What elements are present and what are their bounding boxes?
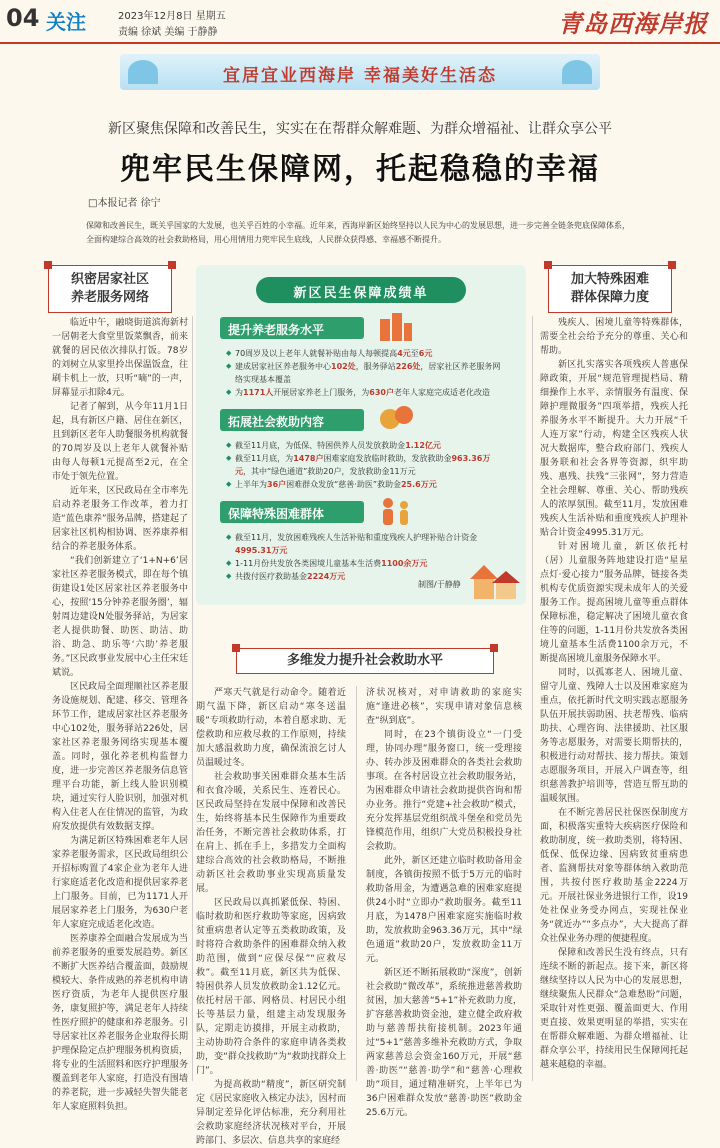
bullet-text: 共拨付医疗救助基金 [235, 572, 307, 581]
column-divider [532, 316, 533, 1081]
middle-column-body-2 [366, 686, 522, 1118]
column-divider [192, 316, 193, 1081]
highlight-figure: 2224万元 [307, 572, 346, 581]
houses-icon [466, 555, 524, 603]
section-label: 保障特殊困难群体 [228, 507, 325, 521]
heading-line: 加大特殊困难 [570, 272, 649, 287]
infographic-bullet [226, 531, 504, 557]
paragraph: 区民政局以真抓紧低保、特困、临时救助和医疗救助等家庭，因病致贫重病患者认定等五类救助政策，及时将符合救助条件的困难群众纳入救助范围，做到“应保尽保”“应救尽救”。截至11月底，新区共为低保、特困供养人员发放救助金1.12亿元。依托村居干部、网格员、村居民小组长等基层力量，组建主动发现服务队，定期走访摸排，开展主动救助，主动协助符合条件的家庭申请各类救助，变“群众找救助”为“救助找群众上门”。 [196, 898, 346, 1076]
infographic-title-bar [256, 277, 466, 303]
section-label: 提升养老服务水平 [228, 323, 325, 337]
infographic-section-header [220, 409, 364, 431]
paragraph: 为满足新区特殊困难老年人居家养老服务需求，区民政局组织公开招标购置了4家企业为老年人进行家庭适老化改造和提供居家养老上门服务。目前，已为1171人开展居家养老上门服务，为630户老年人家庭完成适老化改造。 [52, 836, 188, 930]
article-lead: 保障和改善民生，既关乎国家的大发展，也关乎百姓的小幸福。近年来，西海岸新区始终坚持以人民为中心的发展思想，进一步完善全链条兜底保障体系，全面构建综合高效的社会救助格局，用心用情用力兜牢民生底线，人民群众获得感、幸福感不断提升。 [86, 221, 630, 244]
section-bullets [226, 347, 504, 399]
elderly-care-icon [376, 309, 416, 343]
family-icon [376, 493, 416, 527]
bullet-text: 截至11月底，为 [235, 454, 294, 463]
middle-column-body-1 [196, 686, 346, 1146]
bullet-text: ，服务驿站 [355, 362, 396, 371]
bullet-text: 至 [410, 349, 419, 358]
section-label: 拓展社会救助内容 [228, 415, 325, 429]
infographic-bullet [226, 557, 504, 570]
section-bullets [226, 439, 504, 491]
highlight-figure: 6元 [418, 349, 433, 358]
highlight-figure: 102处 [331, 362, 356, 371]
banner-slogan: 宜居宜业西海岸 幸福美好生活态 [223, 66, 497, 86]
graphic-credit: 制图/于静静 [418, 580, 461, 589]
article-subtitle: 新区聚焦保障和改善民生，实实在在帮群众解难题、为群众增福祉、让群众享公平 [108, 121, 612, 137]
coins-icon [376, 401, 416, 435]
paragraph: 社会救助事关困难群众基本生活和衣食冷暖，关系民生、连着民心。区民政局坚持在发展中保障和改善民生，始终将基本民生保障作为重要政治任务，不断完善社会救助体系，打在肩上、抓在手上，多措发力全面构建综合高效的社会救助格局，不断推动新区社会救助事业实现高质量发展。 [196, 772, 346, 894]
highlight-figure: 1478户 [293, 454, 324, 463]
paragraph: 新区扎实落实各项残疾人普惠保障政策，开展“规范管理提档局、精细操作上水平、亲情服务有温度、保障护理微服务”四项举措，残疾人托养服务水平不断提升。大力开展“千人连万家”行动，构建全区残疾人状况大数据库，整合政府部门、残疾人服务联和社会各界等资源，织牢助残、惠残、扶残“三张网”，努力营造全社会理解、尊重、关心、帮助残疾人的浓厚氛围。截至11月，发放困难残疾人生活补贴和重度残疾人护理补贴合计资金4995.31万元。 [540, 360, 688, 538]
bullet-text: ，其中“绿色通道”救助20户，发放救助金11万元 [243, 467, 416, 476]
bullet-text: 老年人家庭完成适老化改造 [393, 388, 490, 397]
highlight-figure: 4995.31万元 [235, 546, 288, 555]
paragraph: 新区还不断拓展救助“深度”，创新社会救助“微改革”，系统推进慈善救助贫困，加大慈善“5+1”补充救助力度，扩容慈善救助资金池，建立健全政府救助与慈善帮扶衔接机制。2023年通过“5+1”慈善多维补充救助方式，争取两家慈善总会资金160万元，开展“慈善·助医”“慈善·助学”和“慈善·心理救助”项目，通过精准研究，上半年已为36户困难群众发放“慈善·助医”救助金25.6万元。 [366, 968, 522, 1118]
highlight-figure: 1171人 [243, 388, 274, 397]
infographic-bullet [226, 478, 504, 491]
infographic-bullet [226, 439, 504, 452]
paragraph: 为提高救助“精度”，新区研究制定《居民家庭收入核定办法》，因村而异制定差异化评估标准，充分利用社会救助家庭经济状况核对平台，开展跨部门、多层次、信息共享的家庭经 [196, 1080, 346, 1146]
paragraph: 针对困境儿童，新区依托村（居）儿童服务阵地建设打造“星星点灯·爱心接力”服务品牌，链接各类机构专优质资源实现未成年人的关爱服务工作。提高困境儿童等重点群体保障标准，稳定解决了困境儿童衣食住等的问题，1-11月份共发放各类困境儿童基本生活费1100余万元，不断提高困境儿童服务保障水平。 [540, 542, 688, 664]
infographic-section-header [220, 317, 364, 339]
editor-credits: 责编 徐斌 美编 于静静 [118, 27, 218, 38]
page-number: 04 [6, 4, 40, 32]
infographic-bullet [226, 347, 504, 360]
issue-date: 2023年12月8日 星期五 [118, 11, 226, 22]
infographic-bullet [226, 570, 504, 583]
paragraph: 近年来，区民政局在全市率先启动养老服务工作改革，着力打造“蓝色康养”服务品牌，搭建起了居家社区机构相协调、医养康养相结合的养老服务体系。 [52, 486, 188, 552]
newspaper-logo: 青岛西海岸报 [558, 9, 708, 38]
paragraph: 同时，以孤寡老人、困境儿童、留守儿童、残障人士以及困难家庭为重点，依托新时代文明实践志愿服务队伍开展扶弱助困、扶老帮残、临病助扶、心理咨询、法律援助、社区服务等志愿服务，对需要长期帮扶的，积极进行动对帮扶、接力帮扶。策划志愿服务项目，开展入户调查等，组织慈善教护培训等，营造互帮互助的温暖氛围。 [540, 668, 688, 804]
heading-line: 群体保障力度 [570, 290, 649, 305]
infographic-section-header [220, 501, 364, 523]
bullet-text: 开展居家养老上门服务，为 [273, 388, 370, 397]
masthead [0, 0, 720, 44]
highlight-figure: 25.6万元 [400, 480, 437, 489]
right-column-body [540, 316, 688, 1081]
paragraph: 记者了解到，从今年11月1日起，具有新区户籍、居住在新区，且到新区老年人助餐服务机构就餐的70周岁及以上老年人就餐补贴由每人每顿1元提高至2元，在全市处于领先位置。 [52, 402, 188, 482]
bullet-text: 截至11月底，为低保、特困供养人员发放救助金 [235, 441, 406, 450]
highlight-figure: 1100余万元 [381, 559, 428, 568]
bullet-text: 截至11月，发放困难残疾人生活补贴和重度残疾人护理补贴合计资金 [235, 533, 478, 542]
infographic-title: 新区民生保障成绩单 [293, 286, 429, 301]
middle-section-heading: 多维发力提升社会救助水平 [236, 648, 494, 674]
achievement-infographic [196, 265, 526, 605]
infographic-bullet [226, 360, 504, 386]
left-column-heading [48, 265, 172, 313]
bullet-text: 为 [235, 388, 243, 397]
section-tag: 关注 [46, 10, 86, 34]
infographic-bullet [226, 386, 504, 399]
bullet-text: 上半年为 [235, 480, 267, 489]
paragraph: 保障和改善民生没有终点，只有连续不断的新起点。接下来，新区将继续坚持以人民为中心的发展思想，继续聚焦人民群众“急难愁盼”问题，采取针对性更强、覆盖面更大、作用更直接、效果更明显的举措，实实在在帮群众解难题、为群众增福祉、让群众享公平，持续用民生保障网托起越来越稳的幸福。 [540, 948, 688, 1070]
campaign-banner [120, 54, 600, 90]
highlight-figure: 226处 [395, 362, 421, 371]
highlight-figure: 36户 [267, 480, 287, 489]
right-column-heading [548, 265, 672, 313]
article-byline: □本报记者 徐宁 [88, 198, 161, 209]
paragraph: 残疾人、困境儿童等特殊群体，需要全社会给予充分的尊重、关心和帮助。 [540, 318, 688, 356]
highlight-figure: 630户 [369, 388, 394, 397]
bullet-text: 困难群众发放“慈善·助医”救助金 [286, 480, 401, 489]
paragraph: 医养康养全面融合发展成为当前养老服务的重要发展趋势。新区不断扩大医养结合覆盖面，鼓励规模较大、条件成熟的养老机构申请医疗资质，为老年人提供医疗服务，康复照护等，满足老年人持续性医疗照护的健康和养老服务。引导居家社区养老服务企业取得长期护理保险定点护理服务机构资质，将专业的生活照料和医疗护理服务覆盖到老年人家庭，打造没有围墙的养老院，进一步减轻失智失能老年人家庭照料负担。 [52, 934, 188, 1112]
bullet-text: 建成居家社区养老服务中心 [235, 362, 331, 371]
bullet-text: ，居家社区养老服务网络实现基本覆盖 [235, 362, 501, 384]
paragraph: 临近中午，融晓街道滨海新村一居朝老大食堂里饭菜飘香，前来就餐的居民依次排队打饭。78岁的刘树立从家里拎出保温饭盒，往刷卡机上一放，只听“嘀”的一声，屏幕显示扣除4元。 [52, 318, 188, 398]
highlight-figure: 963.36万元 [235, 454, 491, 476]
paragraph: “我们创新建立了‘1+N+6’居家社区养老服务模式，即在每个镇街建设1处区居家社区养老服务中心，按照‘15分钟养老服务圈’，辐射周边建设N处服务驿站，为居家老人提供助餐、助医、助洁、助浴、助急、助乐等‘六助’养老服务。”区民政事业发展中心主任宋廷斌说。 [52, 556, 188, 678]
left-column-body [52, 316, 188, 1112]
bullet-text: 1-11月份共发放各类困境儿童基本生活费 [235, 559, 382, 568]
column-divider [356, 686, 357, 1081]
paragraph: 济状况核对，对申请救助的家庭实施“逢进必核”，实现申请对象信息核查“纵到底”。 [366, 688, 522, 726]
highlight-figure: 1.12亿元 [405, 441, 441, 450]
article-title: 兜牢民生保障网，托起稳稳的幸福 [120, 152, 600, 187]
bullet-text: 70周岁及以上老年人就餐补贴由每人每顿提高 [235, 349, 398, 358]
section-bullets [226, 531, 504, 583]
paragraph: 区民政局全面理顺社区养老服务设施规划、配建、移交、管理各环节工作，建成居家社区养老服务中心102处，服务驿站226处，居家社区养老服务网络实现基本覆盖。同时，强化养老机构监督力度，进一步完善区养老服务信息管理平台功能，新上线人脸识别模块，通过实行人脸识别，加强对机构入住老人在住情况的监管，为政府发放提供有效数据支撑。 [52, 682, 188, 832]
bullet-text: 困难家庭发放临时救助，发放救助金 [323, 454, 452, 463]
paragraph: 严寒天气就是行动命令。随着近期气温下降，新区启动“寒冬送温暖”专项救助行动，本着自愿求助、无偿救助和应救尽救的工作原则，持续加大感温救助力度，确保流浪乞讨人员温暖过冬。 [196, 688, 346, 768]
infographic-bullet [226, 452, 504, 478]
heading-line: 养老服务网络 [70, 290, 149, 305]
highlight-figure: 4元 [397, 349, 411, 358]
heading-line: 织密居家社区 [70, 272, 149, 287]
paragraph: 在不断完善居民社保医保制度方面，积极落实重特大疾病医疗保险和救助制度，统一救助类别，将特困、低保、低保边缘、因病致贫重病患者、监测帮扶对象等群体纳入救助范围，共按付医疗救助基金2224万元。开展社保业务进银行工作，设19处社保业务受办网点，实现社保业务“就近办”“多点办”，大大提高了群众社保业务办理的便捷程度。 [540, 808, 688, 944]
paragraph: 同时，在23个镇街设立“一门受理，协同办理”服务窗口，统一受理接办、转办涉及困难群众的各类社会救助事项。在各村居设立社会救助服务站，为困难群众申请社会救助提供咨询和帮办业务。推行“党建+社会救助”模式，充分发挥基层党组织战斗堡垒和党员先锋模范作用，组织广大党员积极投身社会救助。 [366, 730, 522, 852]
paragraph: 此外，新区还建立临时救助备用金制度，各镇街按照不低于5万元的临时救助备用金，为遭遇急难的困难家庭提供24小时“立即办”救助服务。截至11月底，为1478户困难家庭实施临时救助，发放救助金963.36万元，其中“绿色通道”救助20户，发放救助金11万元。 [366, 856, 522, 964]
